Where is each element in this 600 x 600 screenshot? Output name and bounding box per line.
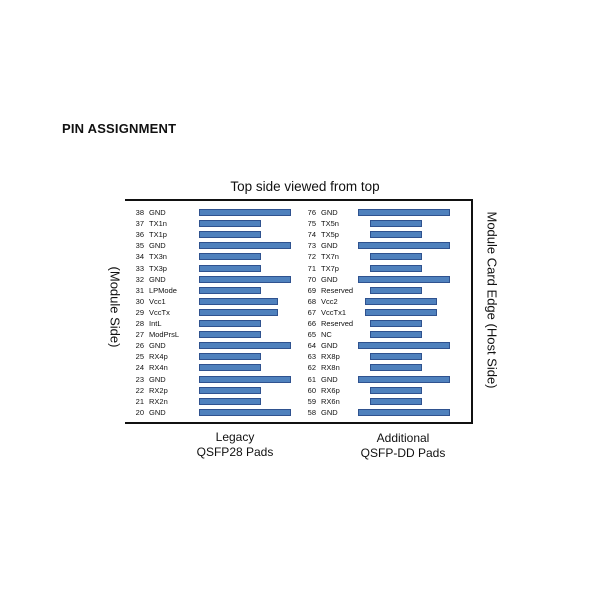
pin-signal-name: RX8n bbox=[321, 363, 340, 373]
additional-pin-row bbox=[302, 240, 338, 251]
pin-number: 66 bbox=[307, 319, 316, 328]
additional-pin-row bbox=[302, 296, 338, 307]
pin-signal-name: RX6p bbox=[321, 385, 340, 395]
legacy-caption bbox=[180, 430, 290, 460]
legacy-contact-pad-short bbox=[199, 353, 261, 360]
pin-signal-name: RX4p bbox=[149, 352, 168, 362]
pin-number: 63 bbox=[307, 352, 316, 362]
additional-pin-row bbox=[302, 318, 353, 329]
pin-number: 71 bbox=[307, 263, 316, 273]
pin-number: 59 bbox=[307, 396, 316, 406]
pin-number: 23 bbox=[135, 374, 144, 384]
pin-signal-name: Vcc2 bbox=[321, 296, 338, 306]
additional-contact-pad-short bbox=[370, 220, 422, 227]
pin-signal-name: GND bbox=[149, 374, 166, 384]
additional-pin-row bbox=[302, 329, 332, 340]
legacy-contact-pad-long bbox=[199, 209, 291, 216]
legacy-pin-row bbox=[130, 263, 167, 274]
pin-signal-name: TX5n bbox=[321, 219, 339, 229]
legacy-caption-line-1: Legacy bbox=[215, 430, 255, 444]
pin-number: 29 bbox=[135, 307, 144, 317]
pin-signal-name: GND bbox=[321, 341, 338, 351]
legacy-contact-pad-short bbox=[199, 265, 261, 272]
legacy-pin-row bbox=[130, 362, 168, 373]
module-side-label: (Module Side) bbox=[107, 266, 123, 348]
pin-number: 64 bbox=[307, 341, 316, 351]
pin-signal-name: GND bbox=[149, 241, 166, 251]
additional-contact-pad-short bbox=[370, 353, 422, 360]
additional-contact-pad-medium bbox=[365, 309, 437, 316]
legacy-contact-pad-long bbox=[199, 376, 291, 383]
legacy-pin-row bbox=[130, 318, 162, 329]
additional-caption-line-2: QSFP-DD Pads bbox=[360, 446, 446, 460]
legacy-pin-row bbox=[130, 329, 179, 340]
additional-contact-pad-medium bbox=[365, 298, 437, 305]
legacy-contact-pad-medium bbox=[199, 309, 278, 316]
legacy-pin-row bbox=[130, 307, 170, 318]
pin-signal-name: TX1n bbox=[149, 219, 167, 229]
additional-caption-line-1: Additional bbox=[376, 431, 430, 445]
pin-signal-name: Reserved bbox=[321, 285, 354, 295]
legacy-pin-row bbox=[130, 218, 167, 229]
additional-contact-pad-short bbox=[370, 364, 422, 371]
pin-signal-name: RX4n bbox=[149, 363, 168, 373]
pin-number: 68 bbox=[307, 296, 316, 306]
additional-contact-pad-short bbox=[370, 253, 422, 260]
pin-signal-name: GND bbox=[149, 208, 166, 217]
legacy-pin-row bbox=[130, 296, 166, 307]
pin-number: 28 bbox=[135, 319, 144, 328]
pin-signal-name: RX2p bbox=[149, 385, 168, 395]
pin-number: 25 bbox=[135, 352, 144, 362]
pin-signal-name: GND bbox=[149, 407, 166, 417]
additional-pin-row bbox=[302, 251, 339, 262]
pin-number: 30 bbox=[135, 296, 144, 306]
pin-number: 65 bbox=[307, 330, 316, 340]
legacy-pin-row bbox=[130, 251, 167, 262]
pin-number: 24 bbox=[135, 363, 144, 373]
pin-number: 38 bbox=[135, 208, 144, 217]
pin-signal-name: GND bbox=[321, 208, 338, 217]
legacy-contact-pad-short bbox=[199, 387, 261, 394]
additional-pin-row bbox=[302, 396, 340, 407]
pin-signal-name: Reserved bbox=[321, 319, 354, 328]
additional-contact-pad-long bbox=[358, 276, 450, 283]
additional-contact-pad-short bbox=[370, 387, 422, 394]
legacy-pin-row bbox=[130, 340, 166, 351]
pin-number: 36 bbox=[135, 230, 144, 240]
pin-signal-name: GND bbox=[321, 274, 338, 284]
pin-number: 32 bbox=[135, 274, 144, 284]
pin-signal-name: GND bbox=[321, 241, 338, 251]
pin-signal-name: RX2n bbox=[149, 396, 168, 406]
pin-number: 62 bbox=[307, 363, 316, 373]
pin-number: 61 bbox=[307, 374, 316, 384]
legacy-contact-pad-short bbox=[199, 398, 261, 405]
additional-contact-pad-short bbox=[370, 331, 422, 338]
legacy-pin-row bbox=[130, 385, 168, 396]
pin-signal-name: NC bbox=[321, 330, 332, 340]
pin-signal-name: GND bbox=[321, 374, 338, 384]
pin-number: 22 bbox=[135, 385, 144, 395]
additional-contact-pad-long bbox=[358, 342, 450, 349]
pin-number: 76 bbox=[307, 208, 316, 217]
pin-signal-name: Vcc1 bbox=[149, 296, 166, 306]
additional-contact-pad-long bbox=[358, 376, 450, 383]
pin-signal-name: RX8p bbox=[321, 352, 340, 362]
pin-signal-name: GND bbox=[321, 407, 338, 417]
pin-number: 73 bbox=[307, 241, 316, 251]
legacy-pin-row bbox=[130, 396, 168, 407]
pin-signal-name: TX7n bbox=[321, 252, 339, 262]
legacy-pin-row bbox=[130, 407, 166, 418]
pin-number: 21 bbox=[135, 396, 144, 406]
pin-signal-name: IntL bbox=[149, 319, 162, 328]
pin-number: 33 bbox=[135, 263, 144, 273]
pin-number: 27 bbox=[135, 330, 144, 340]
pin-number: 75 bbox=[307, 219, 316, 229]
additional-pin-row bbox=[302, 407, 338, 418]
legacy-contact-pad-long bbox=[199, 276, 291, 283]
pin-number: 35 bbox=[135, 241, 144, 251]
pin-signal-name: TX5p bbox=[321, 230, 339, 240]
additional-pin-row bbox=[302, 285, 353, 296]
additional-contact-pad-short bbox=[370, 398, 422, 405]
additional-contact-pad-long bbox=[358, 209, 450, 216]
legacy-contact-pad-long bbox=[199, 242, 291, 249]
pin-number: 34 bbox=[135, 252, 144, 262]
page-title: PIN ASSIGNMENT bbox=[62, 121, 177, 136]
pin-signal-name: ModPrsL bbox=[149, 330, 180, 340]
pin-number: 60 bbox=[307, 385, 316, 395]
legacy-pin-row bbox=[130, 351, 168, 362]
pin-signal-name: GND bbox=[149, 341, 166, 351]
pin-number: 37 bbox=[135, 219, 144, 229]
legacy-contact-pad-short bbox=[199, 287, 261, 294]
additional-pin-row bbox=[302, 362, 340, 373]
diagram-title: Top side viewed from top bbox=[230, 179, 380, 194]
legacy-pin-row bbox=[130, 229, 167, 240]
additional-pin-row bbox=[302, 229, 339, 240]
pin-signal-name: VccTx bbox=[149, 307, 170, 317]
pin-signal-name: TX1p bbox=[149, 230, 167, 240]
legacy-contact-pad-short bbox=[199, 253, 261, 260]
pin-number: 26 bbox=[135, 341, 144, 351]
legacy-contact-pad-short bbox=[199, 220, 261, 227]
legacy-pin-row bbox=[130, 240, 166, 251]
pin-signal-name: TX3n bbox=[149, 252, 167, 262]
additional-contact-pad-long bbox=[358, 242, 450, 249]
legacy-pin-row bbox=[130, 374, 166, 385]
pin-number: 69 bbox=[307, 285, 316, 295]
additional-pin-row bbox=[302, 263, 339, 274]
legacy-contact-pad-medium bbox=[199, 298, 278, 305]
legacy-pin-row bbox=[130, 274, 166, 285]
additional-contact-pad-short bbox=[370, 320, 422, 327]
legacy-contact-pad-short bbox=[199, 320, 261, 327]
additional-pin-row bbox=[302, 351, 340, 362]
additional-pin-row bbox=[302, 385, 340, 396]
pin-number: 72 bbox=[307, 252, 316, 262]
additional-pin-row bbox=[302, 374, 338, 385]
additional-pin-row bbox=[302, 340, 338, 351]
additional-pin-row bbox=[302, 274, 338, 285]
pin-number: 67 bbox=[307, 307, 316, 317]
additional-contact-pad-long bbox=[358, 409, 450, 416]
additional-contact-pad-short bbox=[370, 265, 422, 272]
additional-pin-row bbox=[302, 307, 346, 318]
pin-signal-name: GND bbox=[149, 274, 166, 284]
additional-contact-pad-short bbox=[370, 231, 422, 238]
pin-signal-name: VccTx1 bbox=[321, 307, 347, 317]
additional-contact-pad-short bbox=[370, 287, 422, 294]
legacy-pin-row bbox=[130, 285, 177, 296]
pin-number: 20 bbox=[135, 407, 144, 417]
legacy-contact-pad-long bbox=[199, 342, 291, 349]
legacy-contact-pad-long bbox=[199, 409, 291, 416]
legacy-pin-row bbox=[130, 207, 166, 218]
pin-number: 74 bbox=[307, 230, 316, 240]
pin-number: 70 bbox=[307, 274, 316, 284]
legacy-contact-pad-short bbox=[199, 331, 261, 338]
additional-caption bbox=[348, 431, 458, 461]
pin-signal-name: TX7p bbox=[321, 263, 339, 273]
pin-signal-name: TX3p bbox=[149, 263, 167, 273]
pin-number: 31 bbox=[135, 285, 144, 295]
pin-signal-name: RX6n bbox=[321, 396, 340, 406]
additional-pin-row bbox=[302, 218, 339, 229]
additional-pin-row bbox=[302, 207, 338, 218]
legacy-contact-pad-short bbox=[199, 231, 261, 238]
pin-signal-name: LPMode bbox=[149, 285, 177, 295]
pin-number: 58 bbox=[307, 407, 316, 417]
host-side-label: Module Card Edge (Host Side) bbox=[484, 211, 500, 389]
legacy-contact-pad-short bbox=[199, 364, 261, 371]
legacy-caption-line-2: QSFP28 Pads bbox=[196, 445, 274, 459]
